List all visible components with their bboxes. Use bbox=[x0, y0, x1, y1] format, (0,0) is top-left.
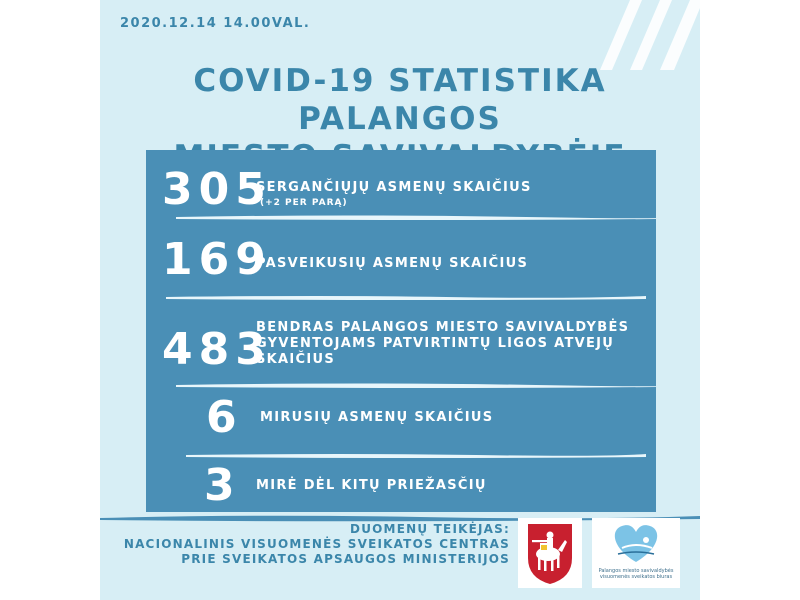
divider-brush bbox=[146, 212, 656, 222]
statistics-panel bbox=[146, 150, 656, 512]
data-provider-heading: DUOMENŲ TEIKĖJAS: bbox=[350, 522, 510, 536]
partner-logo-text: Palangos miesto savivaldybės visuomenės sveikatos biuras bbox=[598, 568, 674, 580]
stat-label: SERGANČIŲJŲ ASMENŲ SKAIČIUS bbox=[256, 180, 532, 195]
stat-label: MIRĖ DĖL KITŲ PRIEŽASČIŲ bbox=[256, 478, 487, 493]
stat-row-deceased bbox=[146, 392, 656, 452]
data-provider-name-1: NACIONALINIS VISUOMENĖS SVEIKATOS CENTRAS bbox=[123, 537, 510, 551]
stat-label-multiline bbox=[256, 320, 629, 368]
stat-value: 169 bbox=[162, 234, 272, 285]
divider-brush bbox=[146, 292, 656, 302]
divider-brush bbox=[146, 380, 656, 390]
stat-value: 3 bbox=[204, 460, 241, 511]
stat-row-recovered bbox=[146, 234, 656, 298]
stat-value: 483 bbox=[162, 324, 272, 375]
title-line-1: COVID-19 STATISTIKA PALANGOS bbox=[193, 63, 607, 137]
data-provider bbox=[124, 522, 510, 567]
stat-sublabel: (+2 PER PARĄ) bbox=[260, 198, 348, 208]
divider-brush bbox=[146, 450, 656, 460]
decorative-stripes bbox=[560, 0, 700, 70]
coat-of-arms-icon bbox=[518, 518, 582, 588]
heart-swimmer-logo-icon bbox=[592, 518, 680, 588]
data-provider-name-2: PRIE SVEIKATOS APSAUGOS MINISTERIJOS bbox=[181, 552, 510, 566]
stat-label: MIRUSIŲ ASMENŲ SKAIČIUS bbox=[260, 410, 494, 425]
stat-label-line: GYVENTOJAMS PATVIRTINTŲ LIGOS ATVEJŲ bbox=[256, 336, 615, 351]
stat-label-line: SKAIČIUS bbox=[256, 352, 336, 367]
stat-value: 305 bbox=[162, 164, 272, 215]
stat-row-other-causes bbox=[146, 460, 656, 514]
stat-value: 6 bbox=[206, 392, 243, 443]
infographic-card bbox=[100, 0, 700, 600]
stat-label-line: BENDRAS PALANGOS MIESTO SAVIVALDYBĖS bbox=[256, 320, 630, 335]
report-date: 2020.12.14 14.00VAL. bbox=[120, 16, 311, 31]
stat-label: PASVEIKUSIŲ ASMENŲ SKAIČIUS bbox=[256, 256, 529, 271]
